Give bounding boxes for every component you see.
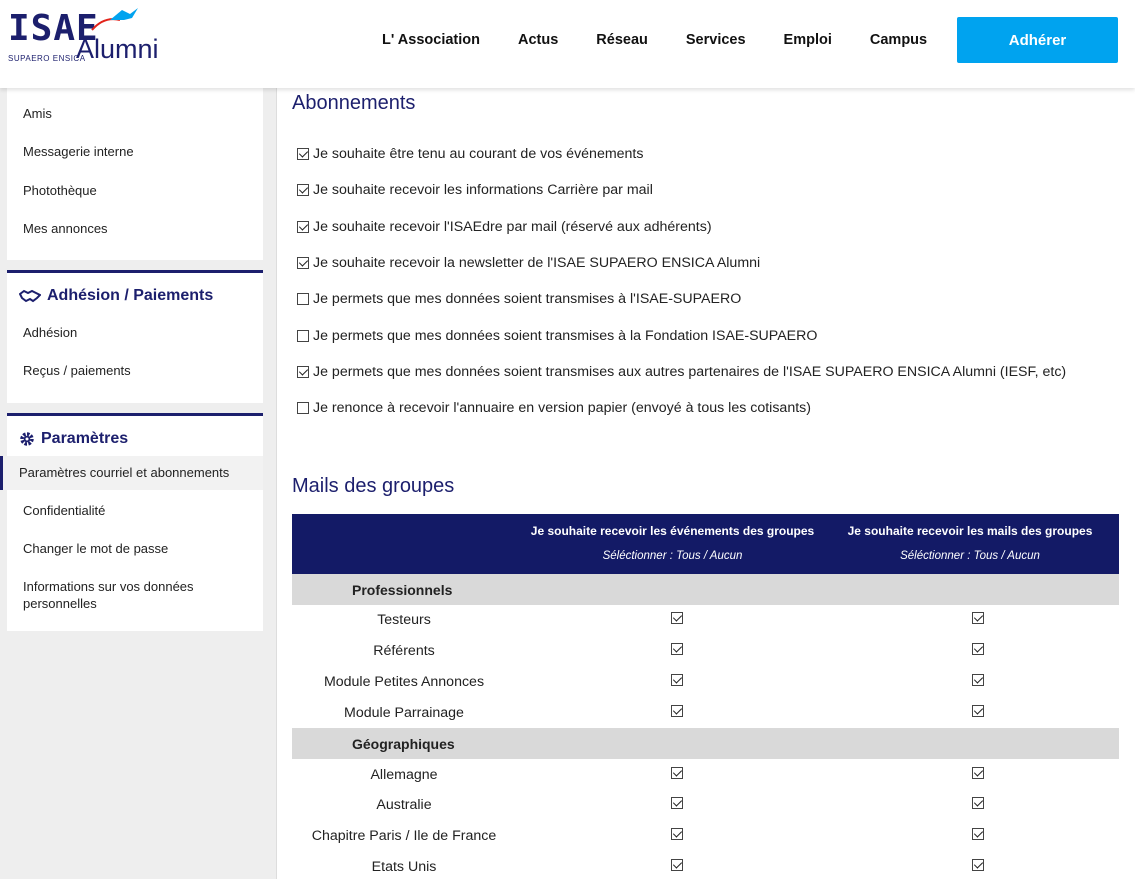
sidebar-title-parametres-text: Paramètres [41,429,129,447]
sidebar [7,88,263,641]
mails-checkbox[interactable] [972,797,984,809]
checkbox[interactable] [297,366,309,378]
sidebar-block-account [7,88,263,260]
group-name: Chapitre Paris / Ile de France [311,828,497,845]
table-row [292,636,1119,667]
subscription-label: Je souhaite recevoir la newsletter de l'ISAE SUPAERO ENSICA Alumni [313,255,761,272]
logo-sub: SUPAERO ENSICA [8,54,86,63]
groups-table-header [292,514,1119,574]
bird-icon [90,6,140,34]
subscription-option[interactable] [297,245,1066,281]
groups-table [292,514,1119,879]
subscription-label: Je permets que mes données soient transmises aux autres partenaires de l'ISAE SUPAERO ENSICA Alumni (IESF, etc) [313,363,1067,380]
mails-select-all[interactable]: Séléctionner : Tous / Aucun [900,550,1040,562]
handshake-icon [19,289,41,303]
nav-reseau[interactable]: Réseau [596,32,648,48]
events-select-all[interactable]: Séléctionner : Tous / Aucun [602,550,743,562]
sidebar-item-donnees[interactable]: Informations sur vos données personnelles [23,579,194,611]
sidebar-item-messagerie[interactable]: Messagerie interne [23,144,134,160]
checkbox[interactable] [297,221,309,233]
mails-cell [838,767,1118,783]
sidebar-title-adhesion [7,273,263,313]
table-row [292,790,1119,821]
checkbox[interactable] [297,148,309,160]
subscription-label: Je souhaite recevoir les informations Carrière par mail [313,182,653,199]
mails-cell [838,674,1118,690]
mails-column-title: Je souhaite recevoir les mails des groupes [847,524,1093,538]
events-checkbox[interactable] [671,674,683,686]
events-cell [516,859,838,875]
nav-association[interactable]: L' Association [382,32,480,48]
logo-alumni: Alumni [76,34,159,64]
checkbox[interactable] [297,330,309,342]
subscription-option[interactable] [297,172,1066,208]
events-cell [516,767,838,783]
group-name: Etats Unis [371,858,437,875]
group-name: Module Petites Annonces [323,673,485,690]
events-cell [516,643,838,659]
events-cell [516,705,838,721]
sidebar-item-confidentialite[interactable]: Confidentialité [23,502,106,518]
events-cell [516,674,838,690]
subscription-option[interactable] [297,390,1066,426]
gear-icon [19,431,35,447]
mails-checkbox[interactable] [972,705,984,717]
table-row [292,852,1119,879]
logo-isae: ISAE [8,8,99,49]
main-panel [276,88,1135,879]
subscription-option[interactable] [297,136,1066,172]
sidebar-item-amis[interactable]: Amis [23,106,52,121]
mails-checkbox[interactable] [972,828,984,840]
mails-cell [838,705,1118,721]
main-nav [362,0,965,80]
events-checkbox[interactable] [671,612,683,624]
events-checkbox[interactable] [671,643,683,655]
group-name: Module Parrainage [344,704,464,721]
events-column-title: Je souhaite recevoir les événements des groupes [530,524,815,538]
mails-cell [838,828,1118,844]
sidebar-item-parametres-courriel[interactable]: Paramètres courriel et abonnements [0,456,263,490]
events-checkbox[interactable] [671,767,683,779]
table-row [292,667,1119,698]
events-cell [516,797,838,813]
table-row [292,697,1119,728]
nav-services[interactable]: Services [685,32,746,48]
group-category: Géographiques [292,728,1119,759]
events-checkbox[interactable] [671,797,683,809]
nav-emploi[interactable]: Emploi [783,32,832,48]
sidebar-title-adhesion-text: Adhésion / Paiements [47,287,214,304]
mails-cell [838,797,1118,813]
subscription-label: Je souhaite être tenu au courant de vos événements [313,146,644,163]
sidebar-item-phototheque[interactable]: Photothèque [23,182,97,198]
table-row [292,605,1119,636]
checkbox[interactable] [297,293,309,305]
sidebar-item-annonces[interactable]: Mes annonces [23,220,108,236]
events-checkbox[interactable] [671,828,683,840]
logo[interactable] [6,6,166,66]
events-cell [516,612,838,628]
mails-cell [838,859,1118,875]
events-cell [516,828,838,844]
group-name: Référents [373,643,435,660]
groups-table-body [292,574,1119,879]
adherer-button[interactable]: Adhérer [957,17,1118,63]
mails-checkbox[interactable] [972,767,984,779]
nav-campus[interactable]: Campus [869,32,928,48]
table-row [292,759,1119,790]
group-name: Allemagne [370,766,438,783]
subscription-label: Je permets que mes données soient transmises à la Fondation ISAE-SUPAERO [313,327,818,344]
checkbox[interactable] [297,184,309,196]
subscription-option[interactable] [297,209,1066,245]
mails-checkbox[interactable] [972,674,984,686]
sidebar-item-recus[interactable]: Reçus / paiements [23,363,131,379]
sidebar-block-adhesion [7,270,263,403]
sidebar-item-adhesion[interactable]: Adhésion [23,325,78,340]
site-header [0,0,1135,88]
group-name: Australie [376,797,432,814]
checkbox[interactable] [297,402,309,414]
checkbox[interactable] [297,257,309,269]
group-category: Professionnels [292,574,1119,605]
sidebar-item-mot-de-passe[interactable]: Changer le mot de passe [23,541,169,556]
events-checkbox[interactable] [671,705,683,717]
groups-title: Mails des groupes [292,475,455,497]
table-row [292,821,1119,852]
sidebar-title-parametres [7,416,263,456]
events-checkbox[interactable] [671,859,683,871]
mails-checkbox[interactable] [972,643,984,655]
sidebar-block-parametres [7,413,263,631]
subscriptions-title: Abonnements [292,92,416,114]
subscription-option[interactable] [297,317,1066,353]
subscription-option[interactable] [297,354,1066,390]
mails-checkbox[interactable] [972,859,984,871]
subscription-option[interactable] [297,281,1066,317]
nav-actus[interactable]: Actus [517,32,559,48]
mails-cell [838,612,1118,628]
subscription-label: Je souhaite recevoir l'ISAEdre par mail (réservé aux adhérents) [313,218,712,235]
subscription-label: Je renonce à recevoir l'annuaire en version papier (envoyé à tous les cotisants) [313,400,811,417]
mails-checkbox[interactable] [972,612,984,624]
mails-cell [838,643,1118,659]
subscriptions-list [297,136,1066,426]
group-name: Testeurs [377,612,431,629]
subscription-label: Je permets que mes données soient transmises à l'ISAE-SUPAERO [313,291,742,308]
